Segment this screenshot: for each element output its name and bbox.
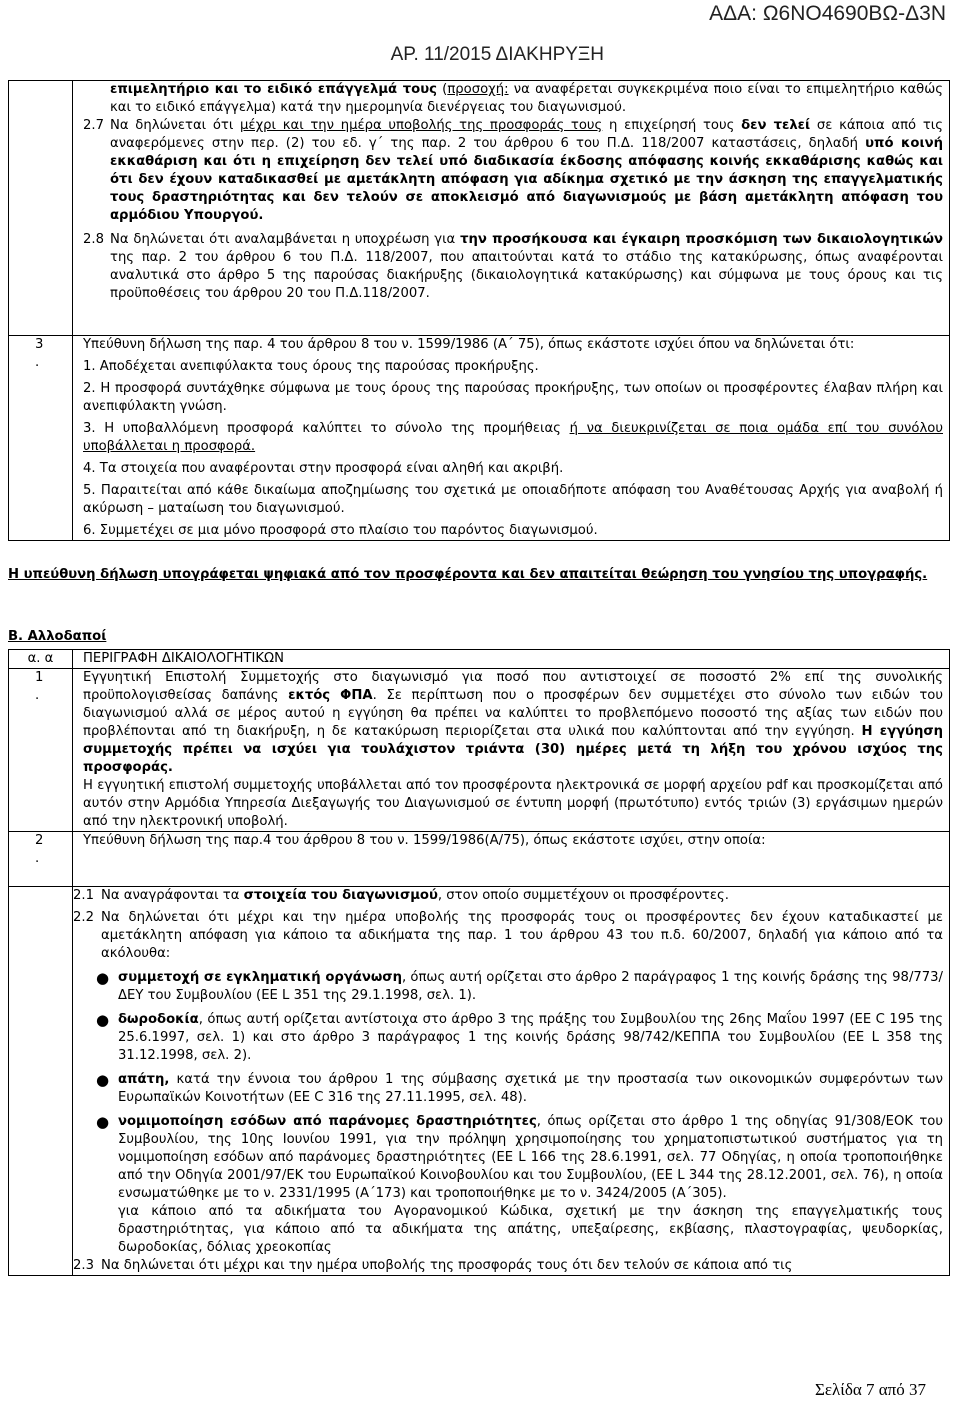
list-item-2-8: 2.8 Να δηλώνεται ότι αναλαμβάνεται η υποχρέωση για την προσήκουσα και έγκαιρη προσκόμιση των δικαιολογητικών της παρ. 2 του άρθρου 6 του Π.Δ. 118/2007, που απαιτούνται κατά το στάδιο της κατακύρωσης, όπως αναφέρονται αναλυτικά στο άρθρο 5 της παρούσας διακήρυξης (δικαιολογητικά κατακύρωσης) και σύμφωνα με τους όρους και τις προϋποθέσεις του άρθρου 20 του Π.Δ.118/2007.: [83, 232, 944, 301]
table-row: [9, 81, 950, 336]
table-row: [9, 832, 950, 887]
paragraph: επιμελητήριο και το ειδικό επάγγελμά τους (προσοχή: να αναφέρεται συγκεκριμένα ποιο είναι το επιμελητήριο καθώς και το ειδικό επάγγελμα) κατά την ημερομηνία διενέργειας του διαγωνισμού.: [110, 82, 943, 115]
bullet-item: ● δωροδοκία, όπως αυτή ορίζεται αντίστοιχα στο άρθρο 3 της πράξης του Συμβουλίου της 26ης Μαΐου 1997 (ΕΕ C 195 της 25.6.1997, σελ. 1) και στο άρθρο 3 παράγραφος 1 της κοινής δράσης 98/742/ΚΕΠΠΑ του Συμβουλίου (ΕΕ L 358 της 31.12.1998, σελ. 2).: [96, 1011, 943, 1063]
list-item-2-3: 2.3 Να δηλώνεται ότι μέχρι και την ημέρα υποβολής της προσφοράς τους ότι δεν τελούν σε κάποια από τις: [73, 1258, 793, 1273]
list-item-2-7: 2.7 Να δηλώνεται ότι μέχρι και την ημέρα υποβολής της προσφοράς τους η επιχείρησή τους δεν τελεί σε κάποια από τις αναφερόμενες στην περ. (2) του εδ. γ΄ της παρ. 2 του άρθρου 6 του Π.Δ. 118/2007 καταστάσεις, δηλαδή υπό κοινή εκκαθάριση και ότι η επιχείρηση δεν τελεί υπό διαδικασία έκδοσης απόφασης κοινής εκκαθάρισης καθώς και ότι δεν έχουν καταδικασθεί με αμετάκλητη απόφαση για αδίκημα σχετικό με την άσκηση της επαγγελματικής τους δραστηριότητας και δεν τελούν σε αποκλεισμό από διαγωνισμούς με βάση αμετάκλητη απόφαση του αρμόδιου Υπουργού.: [83, 118, 943, 223]
row-number: 1 .: [35, 670, 44, 703]
list-item: 1. Αποδέχεται ανεπιφύλακτα τους όρους της παρούσας προκήρυξης.: [83, 359, 539, 374]
table-header-row: [9, 650, 950, 669]
row-number: 2 .: [35, 833, 44, 866]
list-item: 3. Η υποβαλλόμενη προσφορά καλύπτει το σύνολο της προμήθειας ή να διευκρινίζεται σε ποια ομάδα επί του συνόλου υποβάλλεται η προσφορά.: [83, 421, 943, 454]
table-row: [9, 336, 950, 541]
list-item-2-1: 2.1 Να αναγράφονται τα στοιχεία του διαγωνισμού, στον οποίο συμμετέχουν οι προσφέροντες.: [73, 888, 729, 903]
bullet-icon: ●: [96, 969, 110, 987]
bullet-icon: ●: [96, 1011, 110, 1029]
list-item: 4. Τα στοιχεία που αναφέρονται στην προσφορά είναι αληθή και ακριβή.: [83, 461, 564, 476]
bullet-icon: ●: [96, 1071, 110, 1089]
paragraph: Η εγγυητική επιστολή συμμετοχής υποβάλλεται από τον προσφέροντα ηλεκτρονικά σε μορφή αρχείου pdf και προσκομίζεται από αυτόν στην Αρμόδια Υπηρεσία Διεξαγωγής του Διαγωνισμού σε έντυπη μορφή (πρωτότυπο) εντός τριών (3) εργάσιμων ημερών από την ηλεκτρονική υποβολή.: [83, 778, 943, 829]
list-item: 6. Συμμετέχει σε μια μόνο προσφορά στο πλαίσιο του παρόντος διαγωνισμού.: [83, 523, 598, 538]
page-number: Σελίδα 7 από 37: [814, 1380, 926, 1399]
ada-code: ΑΔΑ: Ω6ΝΟ4690ΒΩ-Δ3Ν: [709, 2, 946, 25]
paragraph: Υπεύθυνη δήλωση της παρ. 4 του άρθρου 8 του ν. 1599/1986 (Α΄ 75), όπως εκάστοτε ισχύει όπου να δηλώνεται ότι:: [83, 337, 855, 352]
column-header-number: α. α: [9, 650, 73, 669]
bullet-icon: ●: [96, 1113, 110, 1131]
document-number: ΑΡ. 11/2015 ΔΙΑΚΗΡΥΞΗ: [390, 44, 604, 65]
greek-requirements-table: [8, 80, 950, 541]
foreign-requirements-table: [8, 649, 950, 1276]
bullet-item: ● απάτη, κατά την έννοια του άρθρου 1 της σύμβασης σχετικά με την προστασία των οικονομικών συμφερόντων των Ευρωπαϊκών Κοινοτήτων (ΕΕ C 316 της 27.11.1995, σελ. 48).: [96, 1071, 943, 1105]
paragraph: Υπεύθυνη δήλωση της παρ.4 του άρθρου 8 του ν. 1599/1986(Α/75), όπως εκάστοτε ισχύει, στην οποία:: [83, 833, 766, 848]
list-item-2-2: 2.2 Να δηλώνεται ότι μέχρι και την ημέρα υποβολής της προσφοράς τους οι προσφέροντες δεν έχουν καταδικαστεί με αμετάκλητη απόφαση για κάποιο τα αδικήματα της παρ. 1 του άρθρου 43 του π.δ. 60/2007, δηλαδή για κάποιο από τα ακόλουθα:: [73, 910, 943, 961]
bullet-item: ● συμμετοχή σε εγκληματική οργάνωση, όπως αυτή ορίζεται στο άρθρο 2 παράγραφος 1 της κοινής δράσης της 98/773/ΔΕΥ του Συμβουλίου (ΕΕ L 351 της 29.1.1998, σελ. 1).: [96, 969, 943, 1003]
row-number: 3 .: [35, 337, 44, 370]
section-heading: Β. Αλλοδαποί: [8, 629, 107, 644]
signature-note: Η υπεύθυνη δήλωση υπογράφεται ψηφιακά από τον προσφέροντα και δεν απαιτείται θεώρηση του γνησίου της υπογραφής.: [8, 567, 928, 582]
table-row: [9, 887, 950, 1276]
list-item: 2. Η προσφορά συντάχθηκε σύμφωνα με τους όρους της παρούσας προκήρυξης, των οποίων οι προσφέροντες έλαβαν πλήρη και ανεπιφύλακτη γνώση.: [83, 381, 943, 414]
bullet-item: ● νομιμοποίηση εσόδων από παράνομες δραστηριότητες, όπως ορίζεται στο άρθρο 1 της οδηγίας 91/308/ΕΟΚ του Συμβουλίου, της 10ης Ιουνίου 1991, για την πρόληψη χρησιμοποίησης του χρηματοπιστωτικού συστήματος για τη νομιμοποίηση εσόδων από παράνομες δραστηριότητες (ΕΕ L 166 της 28.6.1991, σελ. 77 Οδηγίας, η οποία τροποποιήθηκε από την Οδηγία 2001/97/ΕΚ του Ευρωπαϊκού Κοινοβουλίου και του Συμβουλίου, (ΕΕ L 344 της 28.12.2001, σελ. 76), η οποία ενσωματώθηκε με το ν. 2331/1995 (Α΄173) και τροποποιήθηκε με το ν. 3424/2005 (Α΄305). για κάποιο από τα αδικήματα του Αγορανομικού Κώδικα, σχετική με την άσκηση της επαγγελματικής τους δραστηριότητας, για κάποιο από τα αδικήματα της απάτης, υπεξαίρεσης, εκβίασης, πλαστογραφίας, ψευδορκίας, δωροδοκίας, δόλιας χρεοκοπίας: [96, 1113, 944, 1255]
paragraph: Εγγυητική Επιστολή Συμμετοχής στο διαγωνισμό για ποσό που αντιστοιχεί σε ποσοστό 2% επί της συνολικής προϋπολογισθείσας δαπάνης εκτός ΦΠΑ. Σε περίπτωση που ο προσφέρων δεν συμμετέχει στο σύνολο των ειδών του διαγωνισμού αλλά σε μέρος αυτού η εγγύηση θα πρέπει να καλύπτει το προβλεπόμενο ποσοστό της αξίας των ειδών που προβλέπονται από τη διακήρυξη, η δε κατακύρωση περιορίζεται στα υλικά που καλύπτονται από την εγγύηση. Η εγγύηση συμμετοχής πρέπει να ισχύει για τουλάχιστον τριάντα (30) ημέρες μετά τη λήξη του χρόνου ισχύος της προσφοράς.: [83, 670, 944, 775]
list-item: 5. Παραιτείται από κάθε δικαίωμα αποζημίωσης του σχετικά με οποιαδήποτε απόφαση του Αναθέτουσας Αρχής για αναβολή ή ακύρωση – ματαίωση του διαγωνισμού.: [83, 483, 943, 516]
table-row: [9, 669, 950, 832]
column-header-title: ΠΕΡΙΓΡΑΦΗ ΔΙΚΑΙΟΛΟΓΗΤΙΚΩΝ: [73, 650, 950, 669]
